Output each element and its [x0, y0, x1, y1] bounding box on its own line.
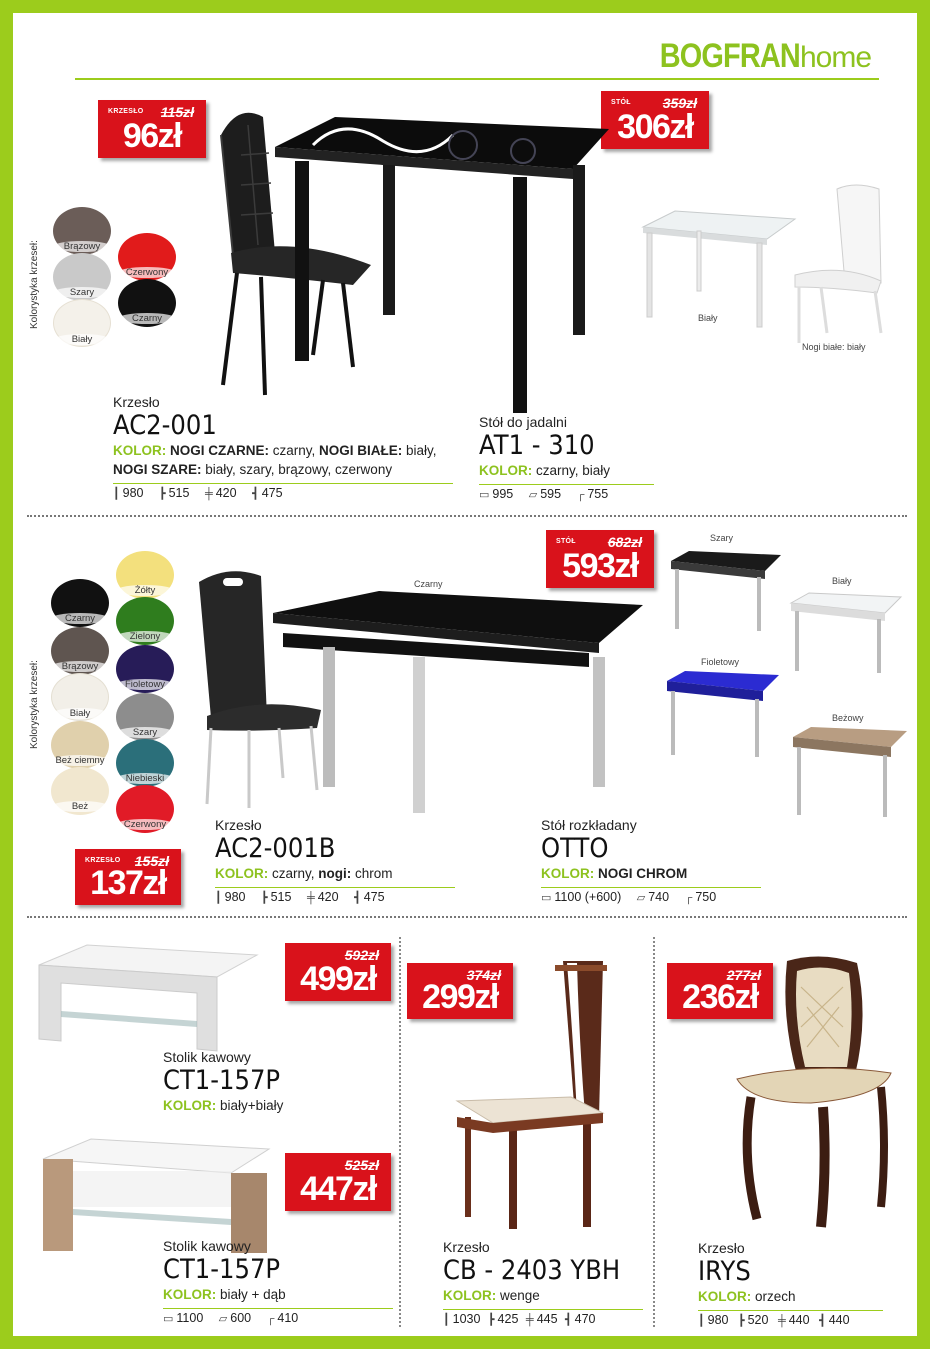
model-name: AC2-001	[113, 410, 217, 441]
coffee-table-white-image	[37, 943, 267, 1053]
price-tag-ct1-white: 592zł 499zł	[285, 943, 391, 1001]
dimensions-row: ┃ 980 ┣ 520 ╪ 440 ┫ 440	[698, 1310, 883, 1327]
dimensions-row: ┃ 980 ┣ 515 ╪ 420 ┫ 475	[113, 483, 453, 500]
swatch-grey: Szary	[116, 693, 174, 741]
swatch-blue: Niebieski	[116, 739, 174, 787]
swatch-brown: Brązowy	[53, 207, 111, 255]
column-divider-1	[399, 937, 401, 1327]
product-otto: Stół rozkładany OTTO KOLOR: NOGI CHROM ▭ 1100 (+600) ▱ 740 ┌ 750	[541, 816, 761, 904]
price-tag-table-at1-310: STÓŁ 359zł 306zł	[601, 91, 709, 149]
swatch-black: Czarny	[51, 579, 109, 627]
section2-colors-label: Kolorystyka krzeseł:	[29, 660, 40, 749]
price-tag-chair-ac2-001b: KRZESŁO 155zł 137zł	[75, 849, 181, 905]
model-name: CT1-157P	[163, 1065, 281, 1096]
swatch-purple: Fioletowy	[116, 645, 174, 693]
column-divider-2	[653, 937, 655, 1327]
swatch-red: Czerwony	[116, 785, 174, 833]
dimensions-row: ┃ 1030 ┣ 425 ╪ 445 ┫ 470	[443, 1309, 643, 1326]
dimensions-row: ┃ 980 ┣ 515 ╪ 420 ┫ 475	[215, 887, 455, 904]
swatch-beige: Beż	[51, 767, 109, 815]
price-tag-irys: 277zł 236zł	[667, 963, 773, 1019]
model-name: CT1-157P	[163, 1254, 281, 1285]
swatch-white: Biały	[51, 673, 109, 721]
white-chair-caption: Nogi białe: biały	[802, 342, 866, 352]
swatch-red: Czerwony	[118, 233, 176, 281]
price-tag-ct1-oak: 525zł 447zł	[285, 1153, 391, 1211]
product-at1-310: Stół do jadalni AT1 - 310 KOLOR: czarny, biały ▭ 995 ▱ 595 ┌ 755	[479, 413, 654, 501]
header-line	[75, 78, 879, 80]
section1-colors-label: Kolorystyka krzeseł:	[29, 240, 40, 329]
coffee-table-oak-image	[41, 1137, 273, 1253]
catalog-page	[13, 13, 917, 1336]
variant-beige-table-image	[791, 725, 911, 817]
black-glass-table-image	[273, 105, 613, 415]
otto-main-caption: Czarny	[414, 579, 443, 589]
variant-purple-table-image	[665, 669, 783, 759]
white-table-caption: Biały	[698, 313, 718, 323]
swatch-yellow: Żółty	[116, 551, 174, 599]
variant-purple-caption: Fioletowy	[701, 657, 740, 667]
model-name: IRYS	[698, 1256, 751, 1287]
swatch-grey: Szary	[53, 253, 111, 301]
variant-white-table-image	[789, 591, 904, 675]
dimensions-row: ▭ 995 ▱ 595 ┌ 755	[479, 484, 654, 501]
dimensions-row: ▭ 1100 (+600) ▱ 740 ┌ 750	[541, 887, 761, 904]
white-chair-image	[791, 183, 891, 343]
swatch-dark-beige: Beż ciemny	[51, 721, 109, 769]
product-ct1-157p-oak: Stolik kawowy CT1-157P KOLOR: biały + dąb ▭ 1100 ▱ 600 ┌ 410	[163, 1237, 393, 1325]
price-tag-table-otto: STÓŁ 682zł 593zł	[546, 530, 654, 588]
section-divider-1	[27, 515, 907, 517]
model-name: AC2-001B	[215, 833, 336, 864]
price-tag-chair-ac2-001: KRZESŁO 115zł 96zł	[98, 100, 206, 158]
product-irys: Krzesło IRYS KOLOR: orzech ┃ 980 ┣ 520 ╪ 440 ┫ 440	[698, 1239, 883, 1327]
model-name: AT1 - 310	[479, 430, 595, 461]
section-divider-2	[27, 916, 907, 918]
product-ac2-001b: Krzesło AC2-001B KOLOR: czarny, nogi: chrom ┃ 980 ┣ 515 ╪ 420 ┫ 475	[215, 816, 455, 904]
variant-grey-caption: Szary	[710, 533, 734, 543]
model-name: CB - 2403 YBH	[443, 1255, 621, 1286]
price-tag-cb-2403: 374zł 299zł	[407, 963, 513, 1019]
white-table-image	[639, 209, 799, 329]
variant-white-caption: Biały	[832, 576, 852, 586]
brand-logo: BOGFRANhome	[659, 37, 871, 75]
swatch-black: Czarny	[118, 279, 176, 327]
dimensions-row: ▭ 1100 ▱ 600 ┌ 410	[163, 1308, 393, 1325]
variant-beige-caption: Beżowy	[832, 713, 864, 723]
product-cb-2403-ybh: Krzesło CB - 2403 YBH KOLOR: wenge ┃ 1030 ┣ 425 ╪ 445 ┫ 470	[443, 1238, 643, 1326]
swatch-white: Biały	[53, 299, 111, 347]
product-ct1-157p-white: Stolik kawowy CT1-157P KOLOR: biały+biały	[163, 1048, 363, 1115]
model-name: OTTO	[541, 833, 609, 864]
swatch-brown: Brązowy	[51, 627, 109, 675]
product-ac2-001: Krzesło AC2-001 KOLOR: NOGI CZARNE: czarny, NOGI BIAŁE: biały, NOGI SZARE: biały, szary, brązowy, czerwony ┃ 980 ┣ 515 ╪ 420 ┫ 475	[113, 393, 453, 500]
otto-table-image	[269, 587, 649, 817]
swatch-green: Zielony	[116, 597, 174, 645]
variant-grey-table-image	[669, 549, 784, 633]
